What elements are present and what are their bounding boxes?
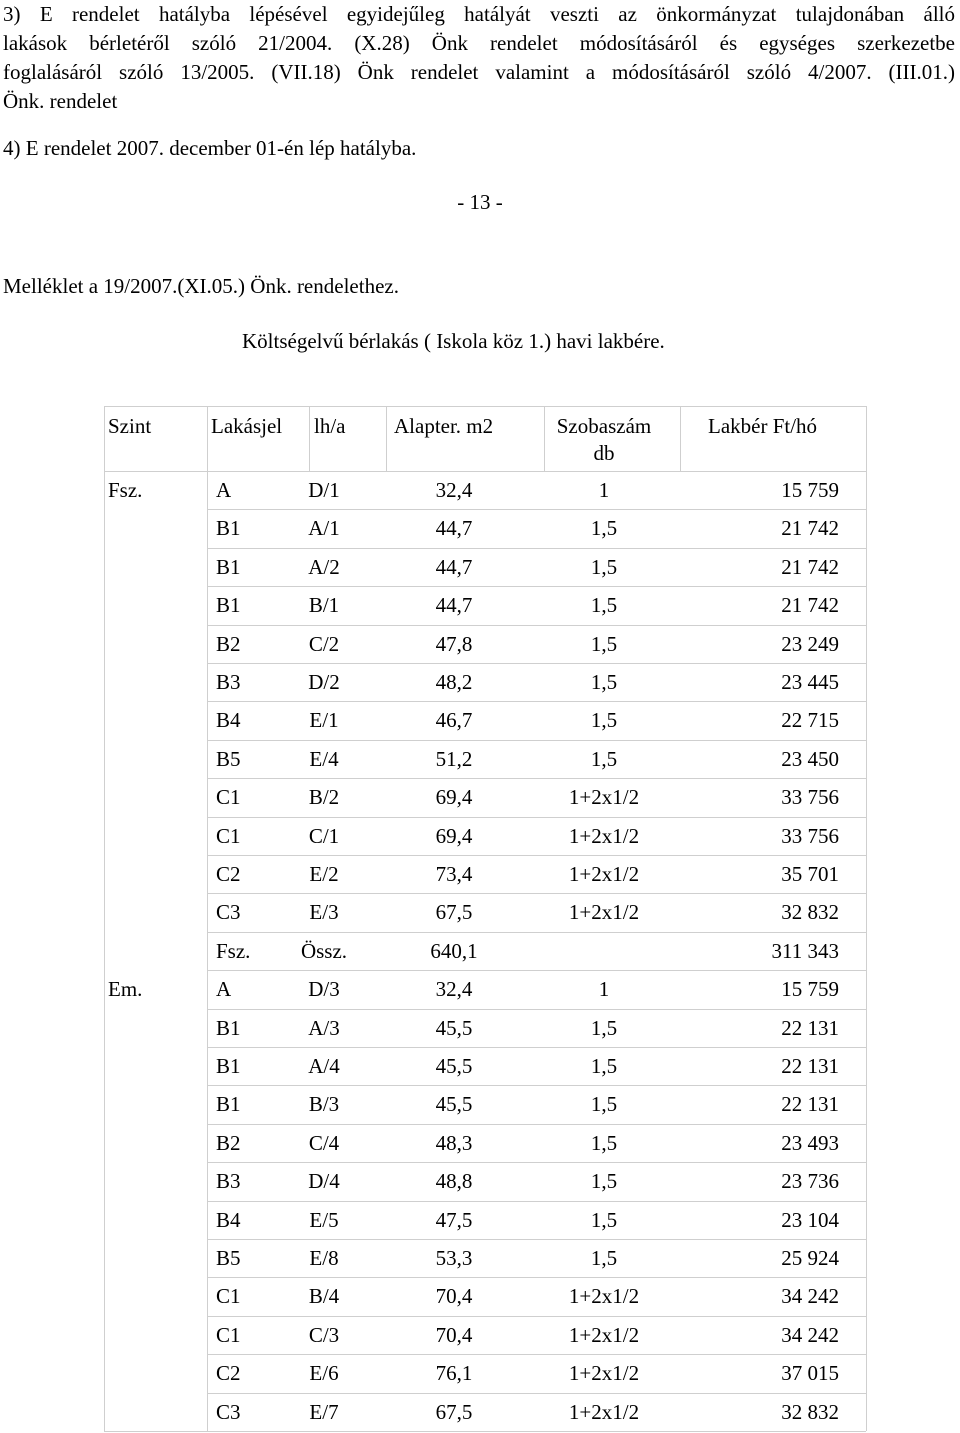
cell-unit: A/4	[308, 1054, 340, 1078]
cell-area: 46,7	[435, 708, 473, 733]
cell-rent: 22 715	[781, 708, 839, 733]
table-rule	[207, 1354, 866, 1355]
cell-level: Fsz.	[108, 478, 143, 502]
cell-area: 44,7	[435, 554, 473, 579]
cell-code: B4	[216, 708, 241, 733]
intro-line: lakások bérletéről szóló 21/2004. (X.28) Önk rendelet módosításáról és egységes szerkezetbe	[3, 31, 955, 55]
cell-code: C3	[216, 900, 241, 925]
cell-area: 73,4	[435, 862, 473, 886]
table-title: Költségelvű bérlakás ( Iskola köz 1.) havi lakbére.	[242, 329, 665, 353]
cell-rooms: 1+2x1/2	[568, 900, 640, 925]
cell-rooms: 1+2x1/2	[568, 862, 640, 886]
table-rule	[104, 406, 105, 1431]
table-rule	[207, 548, 866, 549]
cell-rent: 35 701	[781, 862, 839, 886]
table-rule	[207, 1316, 866, 1317]
cell-area: 48,8	[435, 1169, 473, 1194]
table-rule	[207, 1162, 866, 1163]
cell-rent: 311 343	[771, 938, 839, 963]
cell-unit: A/3	[308, 1015, 340, 1040]
cell-rent: 25 924	[781, 1246, 839, 1270]
rent-table	[104, 406, 866, 1433]
cell-unit: E/1	[309, 708, 339, 733]
header-area: Alapter. m2	[394, 414, 494, 438]
cell-area: 69,4	[435, 823, 473, 848]
cell-unit: D/3	[308, 977, 340, 1002]
table-rule	[680, 406, 681, 471]
cell-unit: C/1	[308, 823, 340, 848]
table-rule	[207, 625, 866, 626]
cell-area: 47,8	[435, 631, 473, 656]
cell-code: C1	[216, 785, 241, 810]
cell-area: 45,5	[435, 1054, 473, 1078]
cell-unit: E/6	[309, 1361, 339, 1386]
cell-code: B1	[216, 516, 241, 541]
cell-area: 44,7	[435, 593, 473, 618]
cell-unit: D/2	[308, 670, 340, 694]
header-unit: lh/a	[314, 414, 346, 438]
cell-unit: E/8	[309, 1246, 339, 1270]
table-rule	[386, 406, 387, 471]
table-rule	[207, 1393, 866, 1394]
cell-unit: E/4	[309, 746, 339, 771]
cell-rooms: 1,5	[590, 631, 618, 656]
cell-code: B1	[216, 1015, 241, 1040]
cell-code: B3	[216, 670, 241, 694]
cell-area: 70,4	[435, 1322, 473, 1347]
table-rule	[207, 970, 866, 971]
cell-code: B5	[216, 746, 241, 771]
table-rule	[207, 663, 866, 664]
cell-level: Em.	[108, 977, 143, 1002]
cell-unit: D/4	[308, 1169, 340, 1194]
cell-rent: 22 131	[781, 1092, 839, 1117]
cell-rent: 32 832	[781, 1399, 839, 1424]
cell-unit: B/3	[308, 1092, 340, 1117]
cell-code: B2	[216, 1130, 241, 1155]
cell-area: 32,4	[435, 478, 473, 502]
cell-code: B4	[216, 1207, 241, 1232]
cell-rooms: 1+2x1/2	[568, 1284, 640, 1309]
cell-code: B1	[216, 554, 241, 579]
cell-area: 48,3	[435, 1130, 473, 1155]
header-level: Szint	[108, 414, 152, 438]
cell-unit: E/7	[309, 1399, 339, 1424]
cell-rent: 23 445	[781, 670, 839, 694]
table-rule	[207, 855, 866, 856]
cell-rent: 22 131	[781, 1015, 839, 1040]
cell-unit: E/5	[309, 1207, 339, 1232]
cell-rooms: 1,5	[590, 516, 618, 541]
cell-unit: E/2	[309, 862, 339, 886]
cell-rent: 34 242	[781, 1284, 839, 1309]
cell-rooms: 1,5	[590, 670, 618, 694]
cell-rent: 23 104	[781, 1207, 839, 1232]
cell-area: 53,3	[435, 1246, 473, 1270]
cell-rent: 15 759	[781, 977, 839, 1002]
cell-code: A	[216, 478, 232, 502]
cell-code: B3	[216, 1169, 241, 1194]
cell-area: 640,1	[430, 938, 478, 963]
cell-area: 48,2	[435, 670, 473, 694]
cell-rent: 23 493	[781, 1130, 839, 1155]
cell-rent: 22 131	[781, 1054, 839, 1078]
table-rule	[207, 471, 208, 1431]
cell-unit: E/3	[309, 900, 339, 925]
table-rule	[207, 1085, 866, 1086]
cell-rent: 34 242	[781, 1322, 839, 1347]
cell-unit: C/2	[308, 631, 340, 656]
cell-rent: 21 742	[781, 593, 839, 618]
cell-area: 44,7	[435, 516, 473, 541]
cell-unit: A/2	[308, 554, 340, 579]
table-rule	[104, 471, 866, 472]
cell-rooms: 1+2x1/2	[568, 1361, 640, 1386]
cell-unit: D/1	[308, 478, 340, 502]
cell-rent: 23 249	[781, 631, 839, 656]
cell-rent: 23 736	[781, 1169, 839, 1194]
cell-unit: B/4	[308, 1284, 340, 1309]
cell-unit: C/3	[308, 1322, 340, 1347]
cell-rooms: 1,5	[590, 708, 618, 733]
table-rule	[309, 406, 310, 471]
cell-area: 32,4	[435, 977, 473, 1002]
cell-code: C3	[216, 1399, 241, 1424]
table-rule	[207, 1277, 866, 1278]
cell-code: B2	[216, 631, 241, 656]
cell-unit: B/1	[308, 593, 340, 618]
cell-rooms: 1	[598, 478, 610, 502]
cell-code: C1	[216, 1284, 241, 1309]
table-rule	[207, 1239, 866, 1240]
cell-code: A	[216, 977, 232, 1002]
table-rule	[207, 893, 866, 894]
cell-rooms: 1,5	[590, 1246, 618, 1270]
cell-code: B1	[216, 1054, 241, 1078]
cell-rent: 21 742	[781, 516, 839, 541]
intro-line: Önk. rendelet	[3, 89, 118, 113]
cell-rent: 33 756	[781, 785, 839, 810]
cell-code: C1	[216, 823, 241, 848]
intro-line: foglalásáról szóló 13/2005. (VII.18) Önk rendelet valamint a módosításáról szóló 4/2007. (III.01.)	[3, 60, 955, 84]
cell-rooms: 1,5	[590, 593, 618, 618]
table-rule	[207, 817, 866, 818]
cell-rooms: 1,5	[590, 746, 618, 771]
intro-line: 4) E rendelet 2007. december 01-én lép hatályba.	[3, 136, 417, 160]
cell-area: 67,5	[435, 1399, 473, 1424]
table-rule	[207, 1124, 866, 1125]
annex-title: Melléklet a 19/2007.(XI.05.) Önk. rendelethez.	[3, 274, 399, 298]
table-rule	[207, 586, 866, 587]
cell-unit: B/2	[308, 785, 340, 810]
table-rule	[207, 509, 866, 510]
cell-rooms: 1,5	[590, 1015, 618, 1040]
table-rule	[207, 1201, 866, 1202]
table-rule	[207, 778, 866, 779]
cell-rent: 23 450	[781, 746, 839, 771]
cell-rooms: 1+2x1/2	[568, 1399, 640, 1424]
cell-rent: 37 015	[781, 1361, 839, 1386]
cell-code: C2	[216, 1361, 241, 1386]
cell-code: B1	[216, 593, 241, 618]
cell-rent: 32 832	[781, 900, 839, 925]
cell-rooms: 1	[598, 977, 610, 1002]
cell-code: C1	[216, 1322, 241, 1347]
header-rent: Lakbér Ft/hó	[708, 414, 818, 438]
header-rooms: Szobaszám	[556, 414, 652, 438]
cell-rooms: 1+2x1/2	[568, 823, 640, 848]
table-rule	[544, 406, 545, 471]
cell-code: B1	[216, 1092, 241, 1117]
cell-unit: A/1	[308, 516, 340, 541]
cell-code: Fsz.	[216, 938, 251, 963]
table-rule	[104, 406, 866, 407]
table-rule	[207, 1047, 866, 1048]
page-number: - 13 -	[457, 190, 503, 214]
header-rooms-unit: db	[593, 441, 615, 465]
cell-area: 67,5	[435, 900, 473, 925]
cell-rent: 15 759	[781, 478, 839, 502]
cell-code: C2	[216, 862, 241, 886]
cell-area: 45,5	[435, 1015, 473, 1040]
table-rule	[866, 406, 867, 1431]
cell-rooms: 1+2x1/2	[568, 1322, 640, 1347]
cell-area: 45,5	[435, 1092, 473, 1117]
cell-area: 69,4	[435, 785, 473, 810]
cell-unit: C/4	[308, 1130, 340, 1155]
table-rule	[207, 932, 866, 933]
cell-area: 70,4	[435, 1284, 473, 1309]
cell-rooms: 1,5	[590, 1054, 618, 1078]
cell-rooms: 1,5	[590, 1092, 618, 1117]
cell-area: 51,2	[435, 746, 473, 771]
cell-area: 76,1	[435, 1361, 473, 1386]
cell-unit: Össz.	[300, 938, 348, 963]
cell-rooms: 1,5	[590, 554, 618, 579]
intro-line: 3) E rendelet hatályba lépésével egyidejűleg hatályát veszti az önkormányzat tulajdonában álló	[3, 2, 955, 26]
cell-rent: 21 742	[781, 554, 839, 579]
table-rule	[207, 740, 866, 741]
cell-rooms: 1,5	[590, 1130, 618, 1155]
cell-rooms: 1,5	[590, 1207, 618, 1232]
cell-rooms: 1+2x1/2	[568, 785, 640, 810]
cell-area: 47,5	[435, 1207, 473, 1232]
header-code: Lakásjel	[211, 414, 283, 438]
cell-rooms: 1,5	[590, 1169, 618, 1194]
table-rule	[207, 1009, 866, 1010]
table-rule	[207, 701, 866, 702]
table-rule	[207, 406, 208, 471]
cell-rent: 33 756	[781, 823, 839, 848]
cell-code: B5	[216, 1246, 241, 1270]
